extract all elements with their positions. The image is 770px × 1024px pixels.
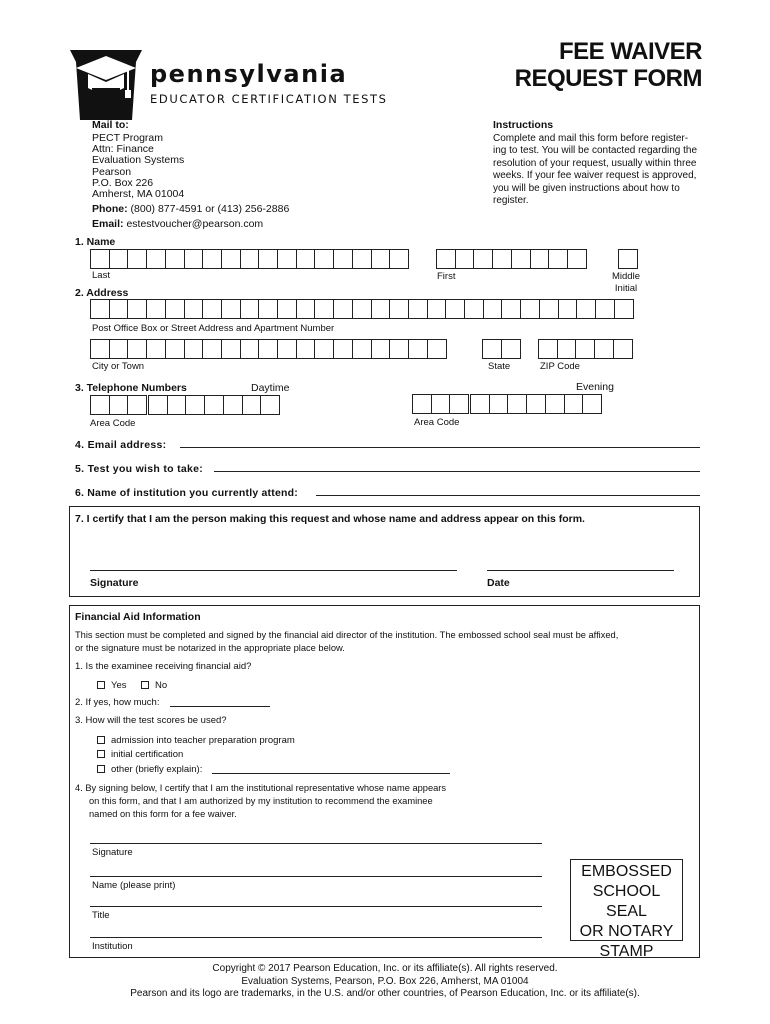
instructions-text: Complete and mail this form before register- ing to test. You will be contacted regarding the resolution of your request, usually within three weeks. If your fee waiver request is approved, you will be given instructions about how to register. bbox=[493, 133, 698, 207]
last-label: Last bbox=[92, 270, 110, 281]
daytime-area-code-boxes[interactable] bbox=[90, 395, 146, 415]
mail-heading: Mail to: bbox=[92, 119, 129, 131]
email-field-label: 4. Email address: bbox=[75, 439, 167, 451]
how-much-field[interactable] bbox=[170, 706, 270, 707]
page-title: FEE WAIVER REQUEST FORM bbox=[514, 38, 702, 92]
representative-statement: 4. By signing below, I certify that I am the institutional representative whose name appears on this form, and that I am authorized by my institution to recommend the examinee named on this form for a fee waiver. bbox=[75, 783, 447, 819]
middle-initial-box[interactable] bbox=[618, 249, 637, 269]
address-heading: 2. Address bbox=[75, 287, 129, 299]
admission-checkbox[interactable] bbox=[97, 736, 105, 744]
city-label: City or Town bbox=[92, 361, 145, 372]
logo-wordmark: pennsylvania bbox=[150, 60, 348, 88]
first-name-boxes[interactable] bbox=[436, 249, 586, 269]
representative-institution-label: Institution bbox=[92, 941, 133, 952]
zip-label: ZIP Code bbox=[540, 361, 580, 372]
representative-signature-field[interactable] bbox=[90, 843, 542, 844]
question-how-much: 2. If yes, how much: bbox=[75, 697, 160, 708]
email-field[interactable] bbox=[180, 447, 700, 448]
daytime-label: Daytime bbox=[251, 382, 290, 394]
middle-initial-label: Middle Initial bbox=[612, 271, 640, 294]
mail-address: PECT Program Attn: Finance Evaluation Systems Pearson P.O. Box 226 Amherst, MA 01004 bbox=[92, 132, 185, 201]
logo-subtitle: EDUCATOR CERTIFICATION TESTS bbox=[150, 92, 388, 106]
representative-institution-field[interactable] bbox=[90, 937, 542, 938]
representative-title-label: Title bbox=[92, 910, 110, 921]
no-checkbox[interactable] bbox=[141, 681, 149, 689]
representative-name-label: Name (please print) bbox=[92, 880, 176, 891]
applicant-date-field[interactable] bbox=[487, 570, 674, 571]
daytime-number-boxes[interactable] bbox=[148, 395, 279, 415]
footer-address: Evaluation Systems, Pearson, P.O. Box 226, Amherst, MA 01004 bbox=[241, 976, 529, 987]
option-other[interactable]: other (briefly explain): bbox=[97, 764, 202, 775]
zip-boxes[interactable] bbox=[538, 339, 632, 359]
initial-certification-checkbox[interactable] bbox=[97, 750, 105, 758]
institution-field[interactable] bbox=[316, 495, 700, 496]
financial-aid-intro: This section must be completed and signed by the financial aid director of the institution. The embossed school seal must be affixed, or the signature must be notarized in the appropriate place below. bbox=[75, 630, 619, 653]
question-financial-aid: 1. Is the examinee receiving financial aid? bbox=[75, 661, 252, 672]
representative-title-field[interactable] bbox=[90, 906, 542, 907]
mail-phone: Phone: (800) 877-4591 or (413) 256-2886 bbox=[92, 203, 290, 215]
certify-statement: 7. I certify that I am the person making this request and whose name and address appear on this form. bbox=[75, 513, 585, 525]
telephone-heading: 3. Telephone Numbers bbox=[75, 382, 187, 394]
yes-option[interactable]: Yes bbox=[97, 680, 127, 691]
date-label: Date bbox=[487, 577, 510, 589]
street-label: Post Office Box or Street Address and Apartment Number bbox=[92, 323, 335, 334]
representative-signature-label: Signature bbox=[92, 847, 133, 858]
evening-label: Evening bbox=[576, 381, 614, 393]
state-boxes[interactable] bbox=[482, 339, 519, 359]
last-name-boxes[interactable] bbox=[90, 249, 408, 269]
area-code-label-evening: Area Code bbox=[414, 417, 460, 428]
instructions-heading: Instructions bbox=[493, 119, 554, 131]
first-label: First bbox=[437, 271, 456, 282]
name-heading: 1. Name bbox=[75, 236, 116, 248]
footer-trademark: Pearson and its logo are trademarks, in the U.S. and/or other countries, of Pearson Education, Inc. or its affiliate(s). bbox=[130, 988, 640, 999]
keystone-logo-icon bbox=[66, 42, 146, 122]
question-score-use: 3. How will the test scores be used? bbox=[75, 715, 227, 726]
test-field-label: 5. Test you wish to take: bbox=[75, 463, 204, 475]
option-initial-certification[interactable]: initial certification bbox=[97, 749, 183, 760]
evening-area-code-boxes[interactable] bbox=[412, 394, 468, 414]
mail-email: Email: estestvoucher@pearson.com bbox=[92, 218, 264, 230]
no-option[interactable]: No bbox=[141, 680, 167, 691]
city-boxes[interactable] bbox=[90, 339, 445, 359]
state-label: State bbox=[488, 361, 511, 372]
other-explain-field[interactable] bbox=[212, 773, 450, 774]
embossed-seal-box: EMBOSSED SCHOOL SEAL OR NOTARY STAMP bbox=[570, 859, 683, 941]
evening-number-boxes[interactable] bbox=[470, 394, 601, 414]
representative-name-field[interactable] bbox=[90, 876, 542, 877]
area-code-label-day: Area Code bbox=[90, 418, 136, 429]
street-address-boxes[interactable] bbox=[90, 299, 632, 319]
signature-label: Signature bbox=[90, 577, 139, 589]
other-checkbox[interactable] bbox=[97, 765, 105, 773]
institution-field-label: 6. Name of institution you currently attend: bbox=[75, 487, 298, 499]
test-field[interactable] bbox=[214, 471, 700, 472]
yes-checkbox[interactable] bbox=[97, 681, 105, 689]
financial-aid-heading: Financial Aid Information bbox=[75, 611, 201, 623]
footer-copyright: Copyright © 2017 Pearson Education, Inc. or its affiliate(s). All rights reserved. bbox=[212, 963, 558, 974]
option-admission[interactable]: admission into teacher preparation program bbox=[97, 735, 295, 746]
applicant-signature-field[interactable] bbox=[90, 570, 457, 571]
